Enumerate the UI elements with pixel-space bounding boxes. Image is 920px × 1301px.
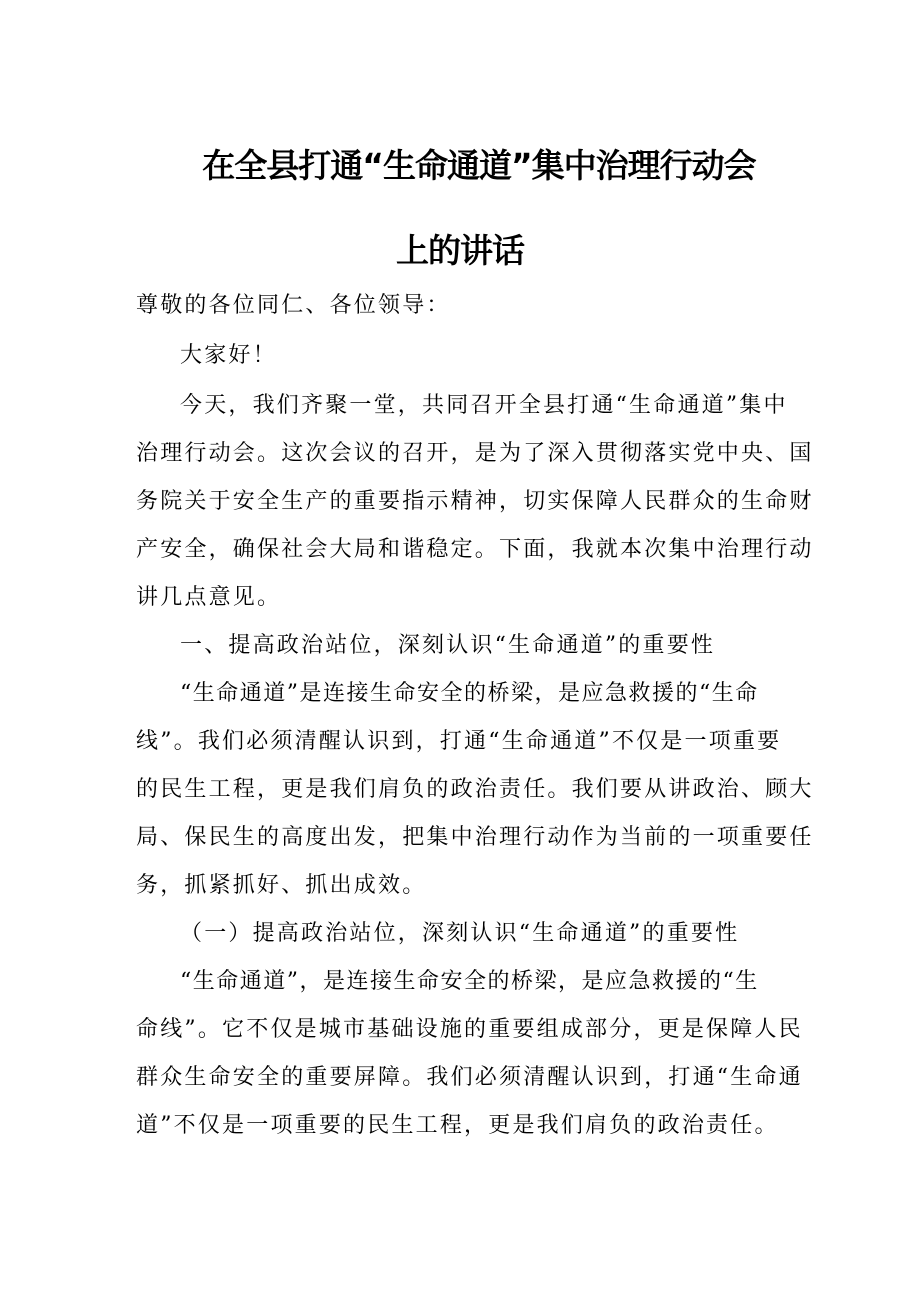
section-heading: 一、提高政治站位，深刻认识“生命通道”的重要性 [180, 633, 716, 658]
document-title-line-1: 在全县打通“生命通道”集中治理行动会 [202, 146, 756, 185]
subsection-heading: （一）提高政治站位，深刻认识“生命通道”的重要性 [180, 921, 740, 946]
salutation: 尊敬的各位同仁、各位领导： [136, 293, 451, 318]
paragraph-line: 道”不仅是一项重要的民生工程，更是我们肩负的政治责任。 [136, 1113, 779, 1138]
paragraph-line: 命线”。它不仅是城市基础设施的重要组成部分，更是保障人民 [136, 1017, 803, 1042]
paragraph-line: 产安全，确保社会大局和谐稳定。下面，我就本次集中治理行动 [136, 537, 814, 562]
paragraph-line: 今天，我们齐聚一堂，共同召开全县打通“生命通道”集中 [180, 393, 788, 418]
paragraph-line: 局、保民生的高度出发，把集中治理行动作为当前的一项重要任 [136, 825, 814, 850]
document-title-line-2: 上的讲话 [396, 231, 524, 270]
paragraph-line: 治理行动会。这次会议的召开，是为了深入贯彻落实党中央、国 [136, 441, 814, 466]
greeting: 大家好！ [180, 343, 277, 368]
paragraph-line: “生命通道”是连接生命安全的桥梁，是应急救援的“生命 [180, 681, 759, 706]
paragraph-line: 的民生工程，更是我们肩负的政治责任。我们要从讲政治、顾大 [136, 777, 814, 802]
paragraph-line: 线”。我们必须清醒认识到，打通“生命通道”不仅是一项重要 [136, 729, 782, 754]
paragraph-line: “生命通道”，是连接生命安全的桥梁，是应急救援的“生 [180, 969, 759, 994]
paragraph-line: 务，抓紧抓好、抓出成效。 [136, 873, 427, 898]
paragraph-line: 务院关于安全生产的重要指示精神，切实保障人民群众的生命财 [136, 489, 814, 514]
paragraph-line: 讲几点意见。 [136, 585, 282, 610]
paragraph-line: 群众生命安全的重要屏障。我们必须清醒认识到，打通“生命通 [136, 1065, 803, 1090]
